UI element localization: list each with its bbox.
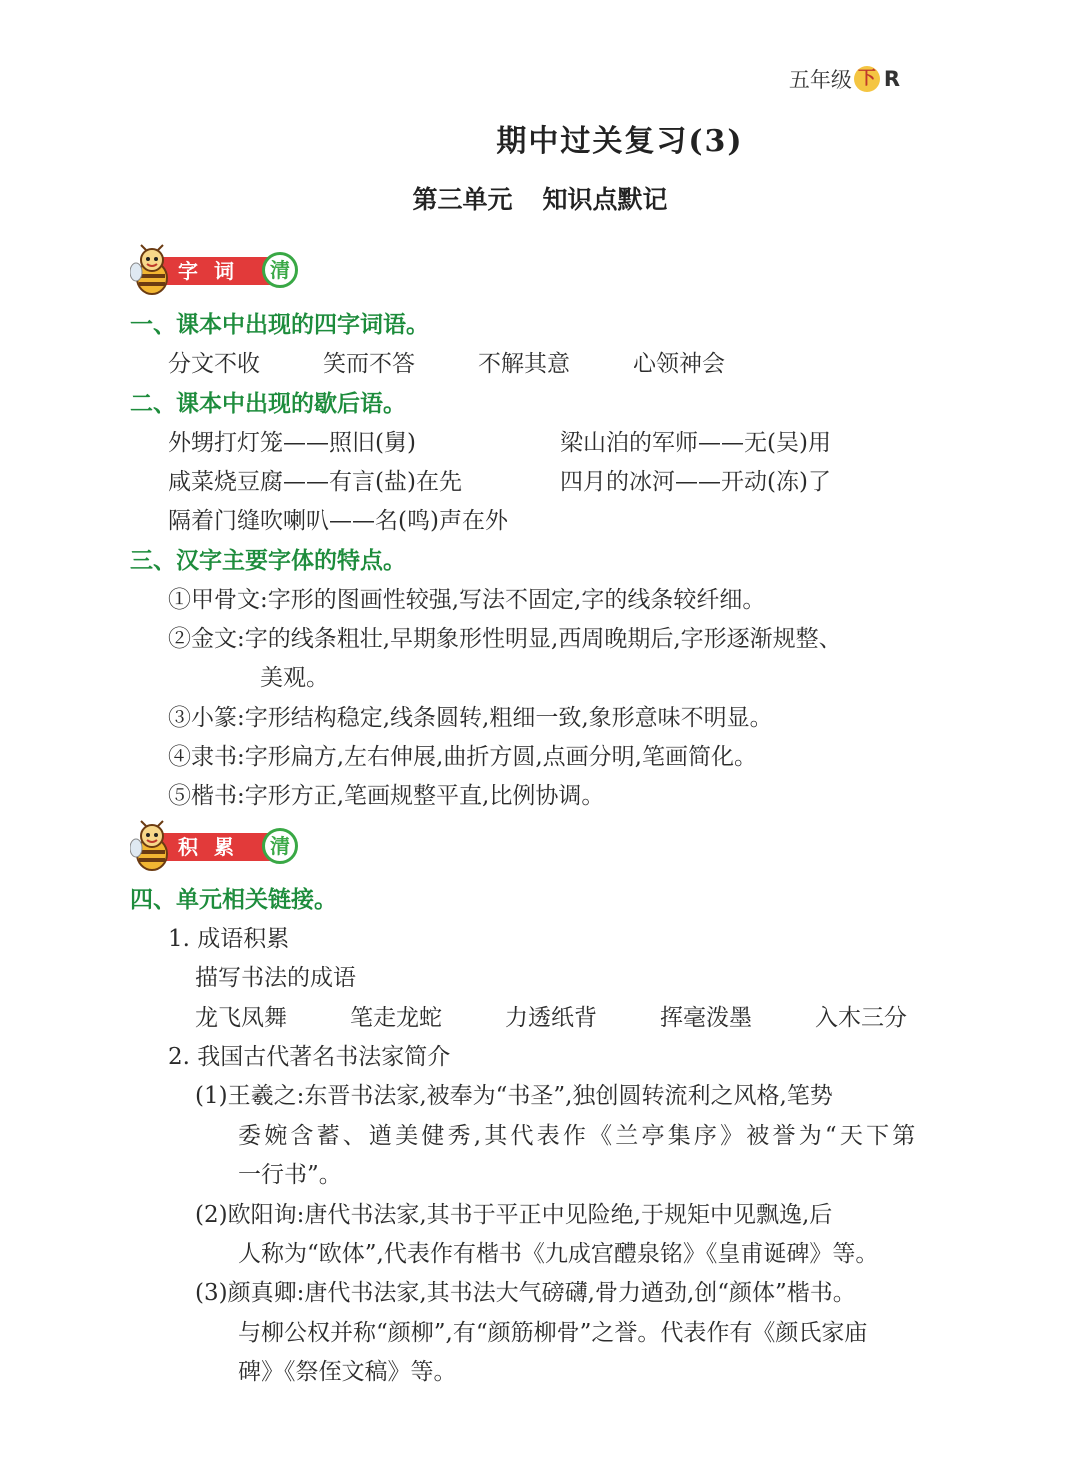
font-style-xiaozhuan: ③小篆:字形结构稳定,线条圆转,粗细一致,象形意味不明显。	[168, 705, 773, 731]
font-style-jinwen-cont: 美观。	[260, 665, 329, 691]
section-2-heading: 二、课本中出现的歇后语。	[130, 391, 406, 417]
xiehouyu-item: 隔着门缝吹喇叭——名(鸣)声在外	[168, 508, 508, 534]
idiom-item: 入木三分	[815, 1005, 907, 1031]
grade-prefix: 五年级	[788, 68, 852, 92]
edition-label: R	[883, 67, 900, 91]
font-style-jiaguwen: ①甲骨文:字形的图画性较强,写法不固定,字的线条较纤细。	[168, 587, 766, 613]
xiehouyu-item: 外甥打灯笼——照旧(舅)	[168, 430, 416, 456]
font-style-kaishu: ⑤楷书:字形方正,笔画规整平直,比例协调。	[168, 783, 605, 809]
banner-jilei	[130, 820, 305, 872]
calligrapher-ouyangxun: (2)欧阳询:唐代书法家,其书于平正中见险绝,于规矩中见飘逸,后	[195, 1202, 833, 1228]
idiom-list	[195, 999, 907, 1032]
calligrapher-wangxizhi: (1)王羲之:东晋书法家,被奉为“书圣”,独创圆转流利之风格,笔势	[195, 1083, 833, 1109]
calligrapher-yanzhenqing: (3)颜真卿:唐代书法家,其书法大气磅礴,骨力遒劲,创“颜体”楷书。	[195, 1280, 856, 1306]
idiom-item: 龙飞凤舞	[195, 1005, 287, 1031]
term-badge: 下	[854, 66, 880, 92]
page-title: 期中过关复习(3)	[496, 124, 744, 159]
word-item: 分文不收	[168, 351, 260, 377]
page-subtitle	[0, 180, 1080, 216]
word-item: 笑而不答	[323, 351, 415, 377]
bee-mascot-icon	[130, 244, 176, 296]
font-style-lishu: ④隶书:字形扁方,左右伸展,曲折方圆,点画分明,笔画简化。	[168, 744, 757, 770]
section-4-heading: 四、单元相关链接。	[130, 887, 337, 913]
calligrapher-ouyangxun-cont: 人称为“欧体”,代表作有楷书《九成宫醴泉铭》《皇甫诞碑》等。	[238, 1241, 879, 1267]
idiom-section-title: 1. 成语积累	[168, 926, 290, 952]
banner-badge: 清	[262, 252, 298, 288]
four-char-words	[168, 345, 725, 378]
unit-label: 第三单元	[412, 185, 513, 214]
bee-mascot-icon	[130, 820, 176, 872]
idiom-item: 挥毫泼墨	[660, 1005, 752, 1031]
word-item: 不解其意	[478, 351, 570, 377]
idiom-section-subtitle: 描写书法的成语	[195, 965, 356, 991]
section-1-heading: 一、课本中出现的四字词语。	[130, 312, 429, 338]
xiehouyu-item: 四月的冰河——开动(冻)了	[560, 469, 831, 495]
calligrapher-wangxizhi-cont: 委婉含蓄、遒美健秀,其代表作《兰亭集序》被誉为“天下第	[238, 1123, 919, 1149]
xiehouyu-row	[168, 424, 831, 457]
calligrapher-yanzhenqing-cont: 碑》《祭侄文稿》等。	[238, 1359, 457, 1385]
banner-badge: 清	[262, 828, 298, 864]
xiehouyu-item: 咸菜烧豆腐——有言(盐)在先	[168, 469, 462, 495]
banner-text: 字词	[156, 257, 276, 285]
idiom-item: 力透纸背	[505, 1005, 597, 1031]
banner-ciyu	[130, 244, 305, 296]
calligrapher-yanzhenqing-cont: 与柳公权并称“颜柳”,有“颜筋柳骨”之誉。代表作有《颜氏家庙	[238, 1320, 868, 1346]
topic-label: 知识点默记	[542, 185, 668, 214]
calligrapher-wangxizhi-cont: 一行书”。	[238, 1162, 342, 1188]
section-3-heading: 三、汉字主要字体的特点。	[130, 548, 406, 574]
grade-label	[789, 64, 900, 94]
banner-text: 积累	[156, 833, 276, 861]
xiehouyu-item: 梁山泊的军师——无(吴)用	[560, 430, 831, 456]
word-item: 心领神会	[633, 351, 725, 377]
calligrapher-section-title: 2. 我国古代著名书法家简介	[168, 1044, 451, 1070]
font-style-jinwen: ②金文:字的线条粗壮,早期象形性明显,西周晚期后,字形逐渐规整、	[168, 626, 842, 652]
xiehouyu-row	[168, 463, 831, 496]
idiom-item: 笔走龙蛇	[350, 1005, 442, 1031]
